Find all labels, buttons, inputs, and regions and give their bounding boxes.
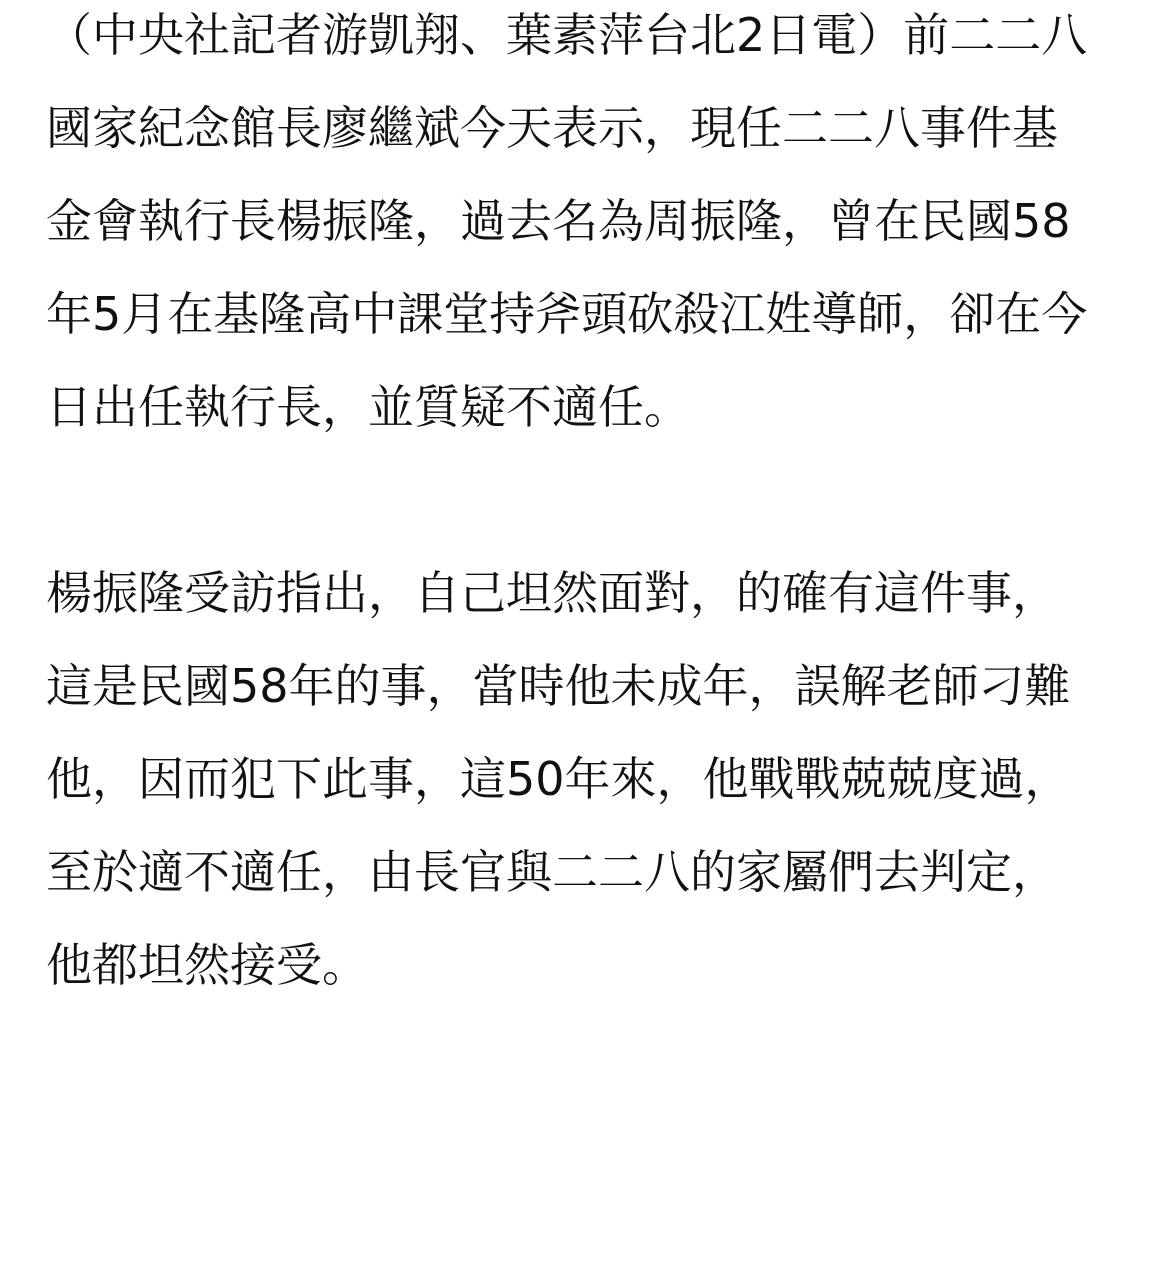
article-paragraph-1: （中央社記者游凱翔、葉素萍台北2日電）前二二八國家紀念館長廖繼斌今天表示，現任二二八事件基金會執行長楊振隆，過去名為周振隆，曾在民國58年5月在基隆高中課堂持斧頭砍殺江姓導師，卻在今日出任執行長，並質疑不適任。 — [46, 8, 1088, 434]
news-article-body — [46, 0, 1096, 1012]
article-paragraph-2: 楊振隆受訪指出，自己坦然面對，的確有這件事，這是民國58年的事，當時他未成年，誤解老師刁難他，因而犯下此事，這50年來，他戰戰兢兢度過，至於適不適任，由長官與二二八的家屬們去判定，他都坦然接受。 — [46, 566, 1071, 992]
